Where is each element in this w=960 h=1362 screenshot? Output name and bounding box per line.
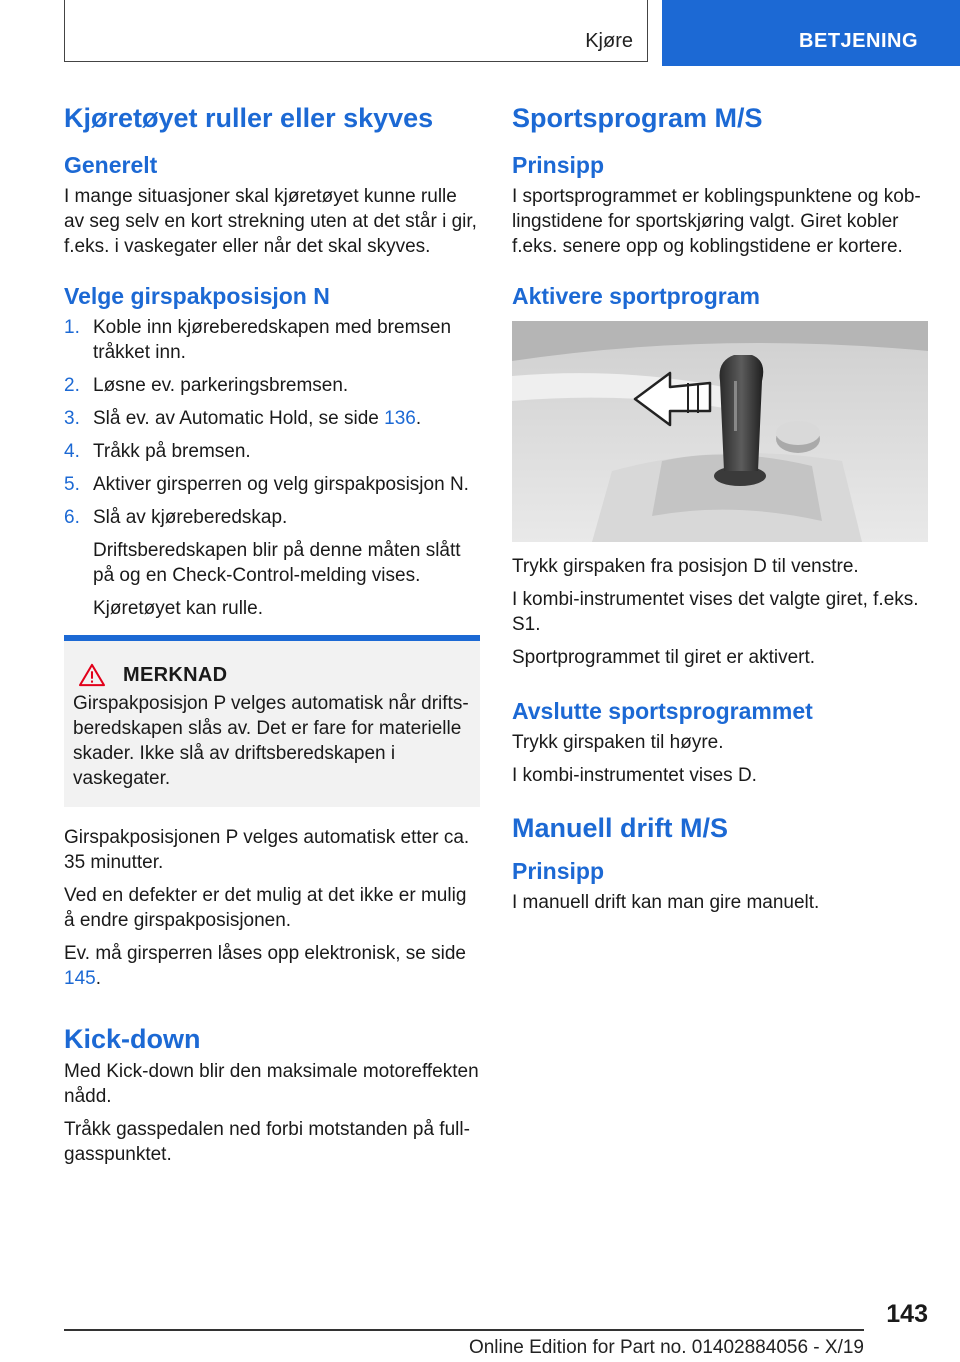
kickdown-title: Kick-down — [64, 1024, 201, 1054]
right-column — [512, 100, 928, 923]
step-text: Aktiver girsperren og velg girspakposisjon N. — [93, 474, 469, 495]
section-title-manual: Manuell drift M/S — [512, 813, 728, 843]
select-n-section — [64, 281, 480, 621]
section-title-sport: Sportsprogram M/S — [512, 103, 763, 133]
auto-p-text: Girspakposisjonen P velges automatisk etter ca. 35 minutter. — [64, 827, 470, 873]
step-number: 5. — [64, 474, 80, 495]
notice-title: MERKNAD — [123, 663, 228, 686]
step-text: Slå ev. av Automatic Hold, se side — [93, 408, 385, 429]
notice-box — [64, 635, 480, 807]
kickdown-text-2: Tråkk gasspedalen ned forbi motstanden på fullgasspunktet. — [64, 1119, 470, 1165]
page-number: 143 — [886, 1300, 928, 1328]
header-chapter-tab[interactable] — [662, 0, 960, 66]
footer-divider — [64, 1329, 864, 1331]
exit-heading: Avslutte sportsprogrammet — [512, 698, 813, 724]
step-text: Tråkk på bremsen. — [93, 441, 251, 462]
activate-text-2: I kombi-instrumentet vises det valgte giret, f.eks. S1. — [512, 589, 919, 635]
kickdown-text-1: Med Kick-down blir den maksimale motoreffekten nådd. — [64, 1061, 479, 1107]
step-number: 2. — [64, 375, 80, 396]
page-link-136[interactable]: 136 — [384, 408, 416, 429]
step-number: 4. — [64, 441, 80, 462]
unlock-text-pre: Ev. må girsperren låses opp elektronisk, se side — [64, 943, 466, 964]
footer-edition: Online Edition for Part no. 01402884056 - X/19 — [468, 1337, 864, 1358]
list-item — [64, 439, 480, 464]
step-number: 1. — [64, 317, 80, 338]
activate-section — [512, 281, 928, 670]
step-text: Slå av kjøreberedskap. — [93, 507, 288, 528]
step-number: 6. — [64, 507, 80, 528]
header-section-box — [64, 0, 648, 62]
sport-principle-text: I sportsprogrammet er koblingspunktene og koblingstidene for sportskjøring valgt. Giret kobler f.eks. senere opp og koblingstidene er kortere. — [512, 186, 921, 257]
sport-principle-section — [512, 150, 928, 259]
header-section-title: Kjøre — [585, 30, 633, 52]
unlock-text — [64, 941, 480, 991]
general-heading: Generelt — [64, 152, 158, 178]
sport-principle-heading: Prinsipp — [512, 152, 605, 178]
gear-selector-illustration — [512, 321, 928, 542]
activate-text-3: Sportprogrammet til giret er aktivert. — [512, 647, 816, 668]
list-item — [64, 472, 480, 497]
activate-text-1: Trykk girspaken fra posisjon D til venstre. — [512, 556, 859, 577]
header-chapter-label: BETJENING — [799, 30, 918, 52]
exit-text-2: I kombi-instrumentet vises D. — [512, 765, 757, 786]
notice-header — [73, 663, 470, 687]
activate-heading: Aktivere sportprogram — [512, 283, 760, 309]
step-result-text-2: Kjøretøyet kan rulle. — [93, 598, 263, 619]
step-text-end: . — [415, 408, 422, 429]
step-text: Koble inn kjøreberedskapen med bremsen tråkket inn. — [93, 317, 452, 363]
select-n-heading: Velge girspakposisjon N — [64, 283, 330, 309]
section-title-rolling: Kjøretøyet ruller eller skyves — [64, 103, 434, 133]
warning-triangle-icon — [77, 663, 107, 687]
steps-list — [64, 315, 480, 530]
general-text: I mange situasjoner skal kjøretøyet kunne rulle av seg selv en kort strekning uten at det står i gir, f.eks. i vaskegater eller når det skal skyves. — [64, 186, 477, 257]
list-item — [64, 315, 480, 365]
unlock-text-end: . — [95, 968, 101, 989]
list-item — [64, 505, 480, 530]
page-link-145[interactable]: 145 — [64, 968, 96, 989]
manual-principle-text: I manuell drift kan man gire manuelt. — [512, 892, 820, 913]
notice-text: Girspakposisjon P velges automatisk når driftsberedskapen slås av. Det er fare for materielle skader. Ikke slå av driftsberedskapen i vaskegater. — [73, 693, 469, 789]
exit-text-1: Trykk girspaken til høyre. — [512, 732, 724, 753]
step-text: Løsne ev. parkeringsbremsen. — [93, 375, 349, 396]
exit-section — [512, 696, 928, 788]
list-item — [64, 373, 480, 398]
general-section — [64, 150, 480, 259]
left-column — [64, 100, 480, 1175]
step-result-text: Driftsberedskapen blir på denne måten slått på og en Check-Control-melding vises. — [93, 540, 461, 586]
manual-principle-heading: Prinsipp — [512, 858, 605, 884]
list-item — [64, 406, 480, 431]
step-number: 3. — [64, 408, 80, 429]
defect-text: Ved en defekter er det mulig at det ikke er mulig å endre girspakposisjonen. — [64, 885, 467, 931]
